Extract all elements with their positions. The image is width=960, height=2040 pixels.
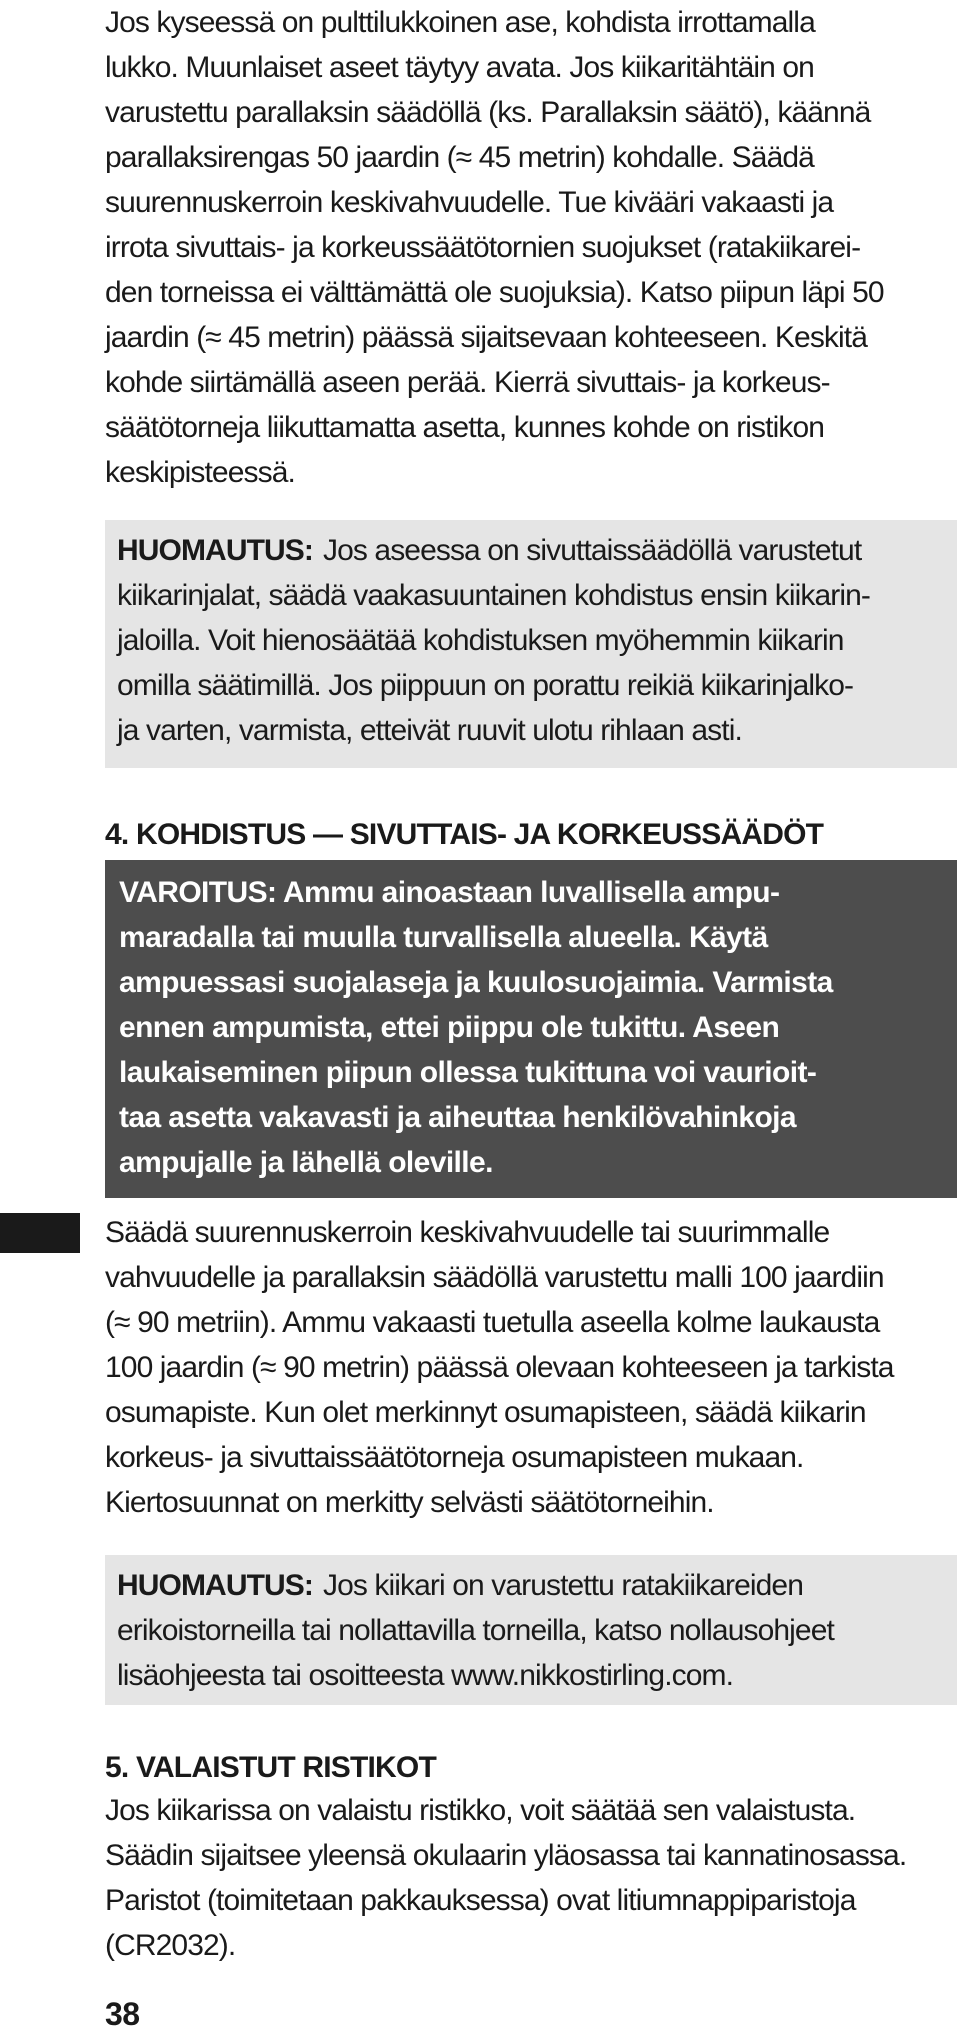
chapter-edge-tab <box>0 1213 80 1253</box>
section-4-heading: 4. KOHDISTUS — SIVUTTAIS- JA KORKEUSSÄÄDÖT <box>105 818 824 851</box>
section-5-paragraph: Jos kiikarissa on valaistu ristikko, voit säätää sen valaistusta. Säädin sijaitsee yleensä okulaarin yläosassa tai kannatinosassa. Paristot (toimitetaan pakkauksessa) ovat litiumnappiparistoja (CR2032). <box>105 1794 907 1962</box>
note-box-alignment <box>105 520 957 768</box>
section-5-heading: 5. VALAISTUT RISTIKOT <box>105 1751 436 1784</box>
section-4-paragraph: Säädä suurennuskerroin keskivahvuudelle tai suurimmalle vahvuudelle ja parallaksin säädöllä varustettu malli 100 jaardiin (≈ 90 metriin). Ammu vakaasti tuetulla aseella kolme laukausta 100 jaardin (≈ 90 metrin) päässä olevaan kohteeseen ja tarkista osumapiste. Kun olet merkinnyt osumapisteen, säädä kiikarin korkeus- ja sivuttaissäätötorneja osumapisteen mukaan. Kiertosuunnat on merkitty selvästi säätötorneihin. <box>105 1216 894 1519</box>
intro-block <box>105 0 957 495</box>
note-paragraph <box>117 528 945 753</box>
section-5 <box>105 1748 957 1968</box>
note-text-2: Jos kiikari on varustettu ratakiikareiden erikoistorneilla tai nollattavilla torneilla, katso nollausohjeet lisäohjeesta tai osoitteesta www.nikkostirling.com. <box>117 1569 834 1692</box>
page-number: 38 <box>105 1996 140 2032</box>
note-text: Jos aseessa on sivuttaissäädöllä varustetut kiikarinjalat, säädä vaakasuuntainen kohdistus ensin kiikarin- jaloilla. Voit hienosäätää kohdistuksen myöhemmin kiikarin omilla säätimillä. Jos piippuun on porattu reikiä kiikarinjalko- ja varten, varmista, etteivät ruuvit ulotu rihlaan asti. <box>117 534 870 747</box>
warning-box <box>105 860 957 1198</box>
section-4 <box>105 815 957 855</box>
note-label-2: HUOMAUTUS: <box>117 1569 313 1602</box>
note-box-turrets <box>105 1555 957 1705</box>
section-4-body <box>105 1210 957 1525</box>
intro-paragraph: Jos kyseessä on pulttilukkoinen ase, kohdista irrottamalla lukko. Muunlaiset aseet täytyy avata. Jos kiikaritähtäin on varustettu parallaksin säädöllä (ks. Parallaksin säätö), käännä parallaksirengas 50 jaardin (≈ 45 metrin) kohdalle. Säädä suurennuskerroin keskivahvuudelle. Tue kivääri vakaasti ja irrota sivuttais- ja korkeussäätötornien suojukset (ratakiikarei- den torneissa ei välttämättä ole suojuksia). Katso piipun läpi 50 jaardin (≈ 45 metrin) päässä sijaitsevaan kohteeseen. Keskitä kohde siirtämällä aseen perää. Kierrä sivuttais- ja korkeus- säätötorneja liikuttamatta asetta, kunnes kohde on ristikon keskipisteessä. <box>105 6 884 489</box>
note-paragraph-2 <box>117 1563 945 1698</box>
note-label: HUOMAUTUS: <box>117 534 313 567</box>
warning-text: VAROITUS: Ammu ainoastaan luvallisella ampu- maradalla tai muulla turvallisella alueella. Käytä ampuessasi suojalaseja ja kuulosuojaimia. Varmista ennen ampumista, ettei piippu ole tukittu. Aseen laukaiseminen piipun ollessa tukittuna voi vaurioit- taa asetta vakavasti ja aiheuttaa henkilövahinkoja ampujalle ja lähellä oleville. <box>119 876 833 1179</box>
